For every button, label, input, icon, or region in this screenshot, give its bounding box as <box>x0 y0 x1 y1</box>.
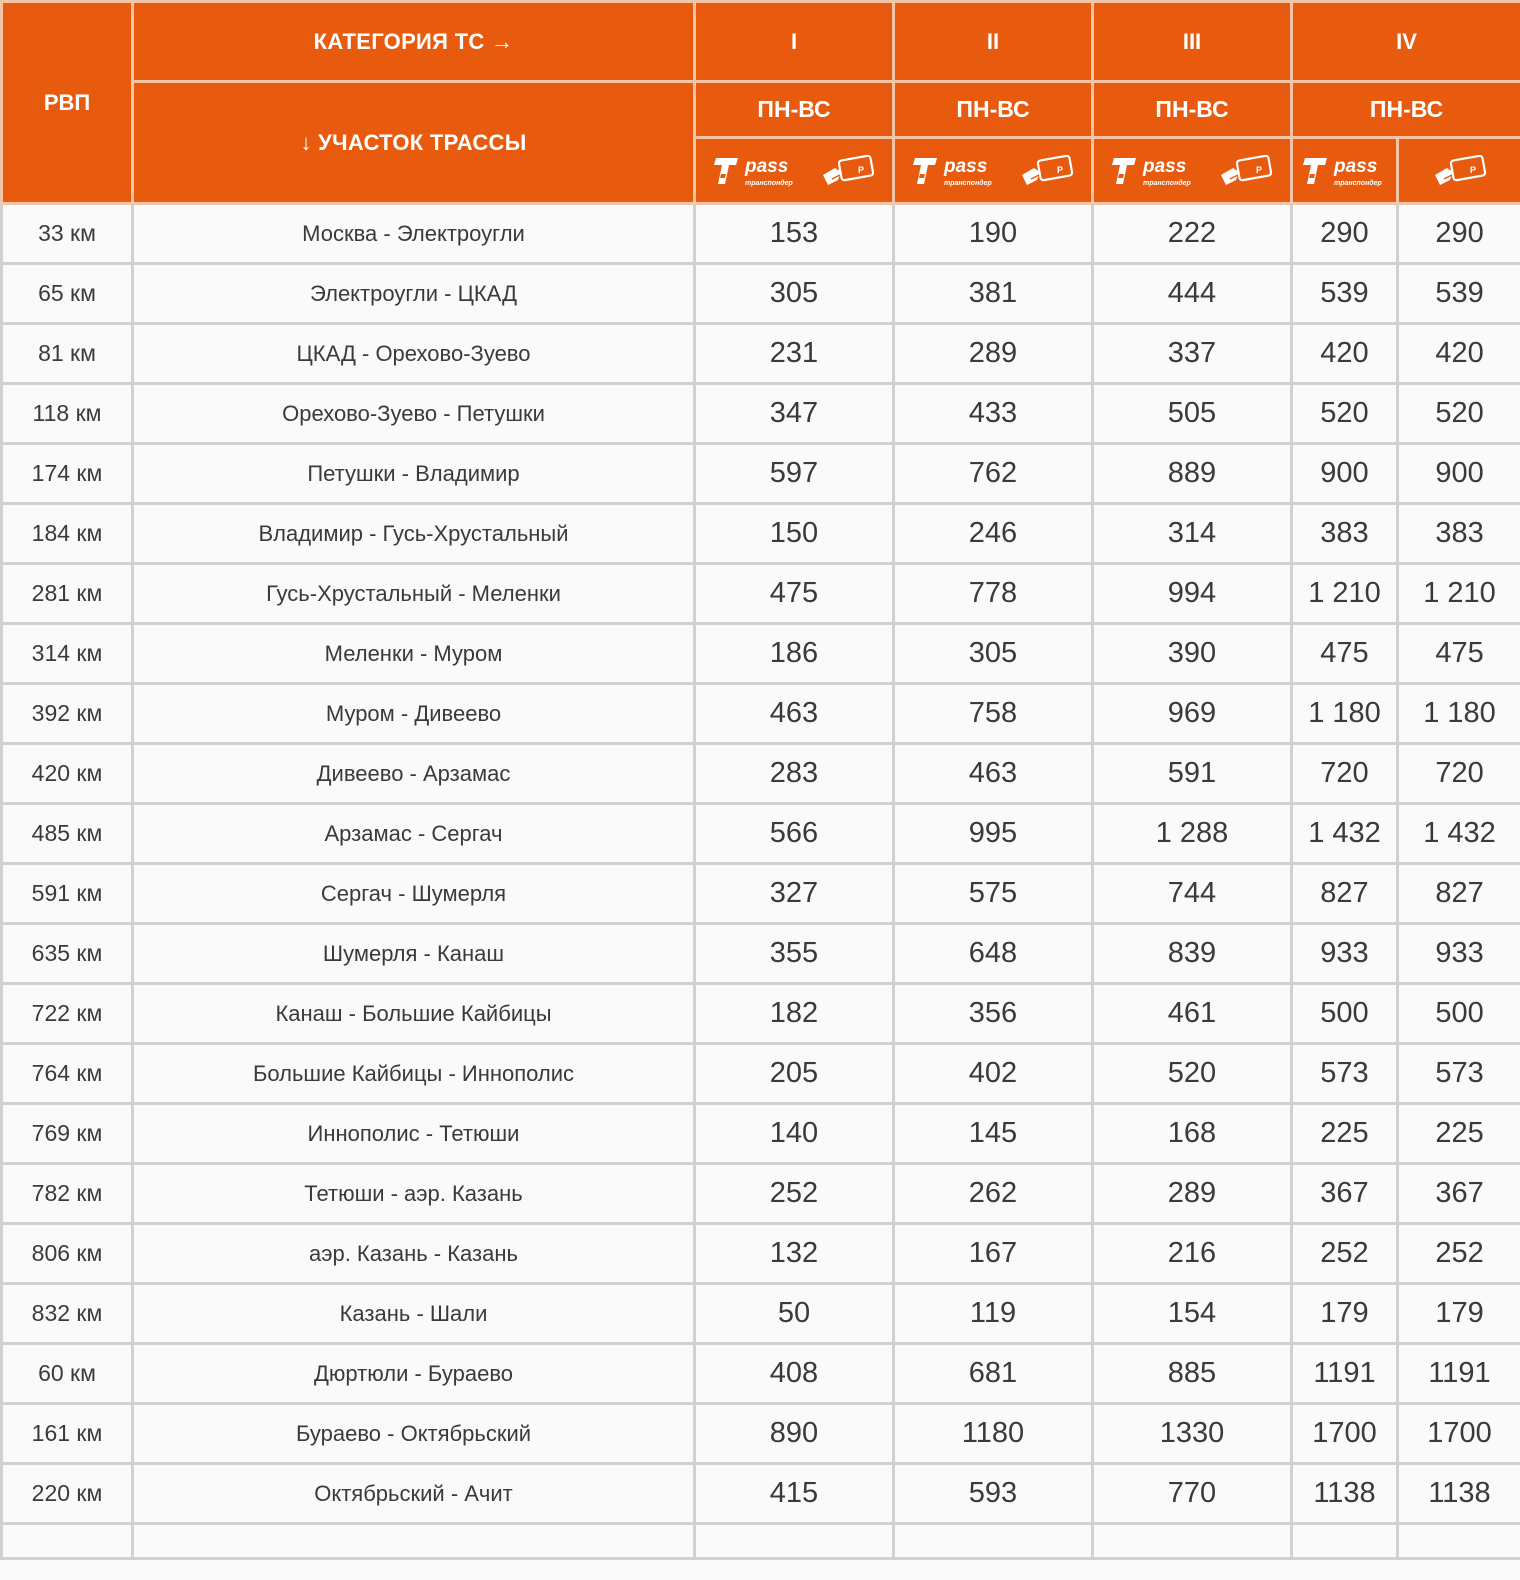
price-cat-ii: 778 <box>894 564 1093 624</box>
table-row <box>2 1404 1520 1464</box>
t-pass-transponder-icon <box>1301 152 1389 190</box>
road-section-cell: Дюртюли - Бураево <box>133 1344 695 1404</box>
road-section-cell: Тетюши - аэр. Казань <box>133 1164 695 1224</box>
road-section-cell: Арзамас - Сергач <box>133 804 695 864</box>
road-section-cell: Меленки - Муром <box>133 624 695 684</box>
price-cat-i: 566 <box>695 804 894 864</box>
rvp-km-cell: 769 км <box>2 1104 133 1164</box>
price-cat-iii: 168 <box>1093 1104 1292 1164</box>
price-cat-iv-tpass: 573 <box>1292 1044 1398 1104</box>
price-cat-iii: 744 <box>1093 864 1292 924</box>
rvp-km-cell: 220 км <box>2 1464 133 1524</box>
price-cat-i: 186 <box>695 624 894 684</box>
price-cat-iv-tpass: 1 180 <box>1292 684 1398 744</box>
price-cat-ii: 762 <box>894 444 1093 504</box>
table-row <box>2 864 1520 924</box>
price-cat-i: 182 <box>695 984 894 1044</box>
price-cat-i: 355 <box>695 924 894 984</box>
price-cat-iv-card: 367 <box>1398 1164 1520 1224</box>
table-row <box>2 1164 1520 1224</box>
road-section-cell: Петушки - Владимир <box>133 444 695 504</box>
table-row <box>2 1284 1520 1344</box>
table-row <box>2 324 1520 384</box>
svg-text:P: P <box>1256 164 1263 175</box>
road-section-cell: Сергач - Шумерля <box>133 864 695 924</box>
price-cat-iv-tpass: 539 <box>1292 264 1398 324</box>
svg-text:P: P <box>1057 164 1064 175</box>
price-cat-iv-card: 1191 <box>1398 1344 1520 1404</box>
spacer-cell <box>1398 1524 1520 1559</box>
price-cat-i: 408 <box>695 1344 894 1404</box>
rvp-km-cell: 722 км <box>2 984 133 1044</box>
price-cat-iv-tpass: 1700 <box>1292 1404 1398 1464</box>
price-cat-ii: 289 <box>894 324 1093 384</box>
price-cat-iv-tpass: 500 <box>1292 984 1398 1044</box>
table-row <box>2 924 1520 984</box>
table-row <box>2 1344 1520 1404</box>
spacer-cell <box>1292 1524 1398 1559</box>
price-cat-iii: 520 <box>1093 1044 1292 1104</box>
rvp-km-cell: 174 км <box>2 444 133 504</box>
price-cat-iv-card: 520 <box>1398 384 1520 444</box>
price-cat-iv-tpass: 900 <box>1292 444 1398 504</box>
price-cat-iv-tpass: 1191 <box>1292 1344 1398 1404</box>
table-bottom-spacer <box>2 1524 1520 1559</box>
price-cat-iv-tpass: 1138 <box>1292 1464 1398 1524</box>
price-cat-ii: 995 <box>894 804 1093 864</box>
rvp-km-cell: 832 км <box>2 1284 133 1344</box>
price-cat-iii: 154 <box>1093 1284 1292 1344</box>
price-cat-iv-card: 573 <box>1398 1044 1520 1104</box>
price-cat-iv-card: 933 <box>1398 924 1520 984</box>
price-cat-iv-tpass: 225 <box>1292 1104 1398 1164</box>
payment-icon-iv-card <box>1398 138 1520 204</box>
price-cat-ii: 262 <box>894 1164 1093 1224</box>
price-cat-iii: 1330 <box>1093 1404 1292 1464</box>
road-section-cell: аэр. Казань - Казань <box>133 1224 695 1284</box>
price-cat-i: 890 <box>695 1404 894 1464</box>
spacer-cell <box>2 1524 133 1559</box>
price-cat-iv-card: 720 <box>1398 744 1520 804</box>
price-cat-iv-card: 383 <box>1398 504 1520 564</box>
spacer-cell <box>1093 1524 1292 1559</box>
table-header <box>2 2 1520 204</box>
road-section-cell: Октябрьский - Ачит <box>133 1464 695 1524</box>
price-cat-iv-card: 1 210 <box>1398 564 1520 624</box>
price-cat-i: 475 <box>695 564 894 624</box>
tpass-word: pass <box>1143 155 1187 177</box>
price-cat-iv-card: 179 <box>1398 1284 1520 1344</box>
price-cat-iv-tpass: 420 <box>1292 324 1398 384</box>
table-row <box>2 1044 1520 1104</box>
price-cat-iii: 314 <box>1093 504 1292 564</box>
price-cat-ii: 167 <box>894 1224 1093 1284</box>
price-cat-iii: 1 288 <box>1093 804 1292 864</box>
price-cat-ii: 246 <box>894 504 1093 564</box>
price-cat-iii: 839 <box>1093 924 1292 984</box>
tpass-subtitle: транспондер <box>1143 179 1191 187</box>
spacer-cell <box>894 1524 1093 1559</box>
price-cat-i: 252 <box>695 1164 894 1224</box>
road-section-cell: Канаш - Большие Кайбицы <box>133 984 695 1044</box>
price-cat-iv-tpass: 827 <box>1292 864 1398 924</box>
tpass-word: pass <box>1333 155 1377 177</box>
table-row <box>2 504 1520 564</box>
road-section-cell: Казань - Шали <box>133 1284 695 1344</box>
rvp-km-cell: 420 км <box>2 744 133 804</box>
tpass-subtitle: транспондер <box>745 179 793 187</box>
category-ii-header: II <box>894 2 1093 82</box>
price-cat-iv-card: 420 <box>1398 324 1520 384</box>
price-cat-iv-card: 1 432 <box>1398 804 1520 864</box>
tpass-subtitle: транспондер <box>944 179 992 187</box>
price-cat-iv-card: 252 <box>1398 1224 1520 1284</box>
price-cat-iv-card: 900 <box>1398 444 1520 504</box>
price-cat-i: 347 <box>695 384 894 444</box>
price-cat-iv-card: 500 <box>1398 984 1520 1044</box>
road-section-cell: Орехово-Зуево - Петушки <box>133 384 695 444</box>
price-cat-iv-tpass: 520 <box>1292 384 1398 444</box>
days-header-iv: ПН-ВС <box>1292 82 1520 138</box>
price-cat-iv-card: 1 180 <box>1398 684 1520 744</box>
rvp-column-header: РВП <box>2 2 133 204</box>
rvp-km-cell: 635 км <box>2 924 133 984</box>
price-cat-iv-card: 225 <box>1398 1104 1520 1164</box>
road-section-cell: Гусь-Хрустальный - Меленки <box>133 564 695 624</box>
rvp-km-cell: 33 км <box>2 204 133 264</box>
bank-card-payment-icon <box>1432 155 1488 187</box>
price-cat-ii: 1180 <box>894 1404 1093 1464</box>
table-row <box>2 1464 1520 1524</box>
svg-text:P: P <box>1469 164 1476 175</box>
rvp-km-cell: 65 км <box>2 264 133 324</box>
table-row <box>2 744 1520 804</box>
price-cat-iv-tpass: 720 <box>1292 744 1398 804</box>
road-section-cell: Муром - Дивеево <box>133 684 695 744</box>
spacer-cell <box>133 1524 695 1559</box>
price-cat-ii: 145 <box>894 1104 1093 1164</box>
price-cat-iii: 969 <box>1093 684 1292 744</box>
price-cat-i: 150 <box>695 504 894 564</box>
price-cat-ii: 381 <box>894 264 1093 324</box>
table-row <box>2 1224 1520 1284</box>
road-section-cell: Шумерля - Канаш <box>133 924 695 984</box>
price-cat-iv-tpass: 179 <box>1292 1284 1398 1344</box>
table-row <box>2 204 1520 264</box>
rvp-km-cell: 60 км <box>2 1344 133 1404</box>
payment-icons-ii <box>894 138 1093 204</box>
price-cat-iv-tpass: 290 <box>1292 204 1398 264</box>
price-cat-iii: 222 <box>1093 204 1292 264</box>
price-cat-iv-tpass: 933 <box>1292 924 1398 984</box>
days-header-i: ПН-ВС <box>695 82 894 138</box>
price-cat-i: 415 <box>695 1464 894 1524</box>
price-cat-i: 283 <box>695 744 894 804</box>
price-cat-iv-card: 1700 <box>1398 1404 1520 1464</box>
price-cat-iv-card: 290 <box>1398 204 1520 264</box>
days-header-iii: ПН-ВС <box>1093 82 1292 138</box>
rvp-km-cell: 485 км <box>2 804 133 864</box>
rvp-km-cell: 782 км <box>2 1164 133 1224</box>
price-cat-iii: 390 <box>1093 624 1292 684</box>
price-cat-i: 231 <box>695 324 894 384</box>
price-cat-ii: 305 <box>894 624 1093 684</box>
price-cat-i: 305 <box>695 264 894 324</box>
price-cat-ii: 593 <box>894 1464 1093 1524</box>
price-cat-iii: 289 <box>1093 1164 1292 1224</box>
price-cat-i: 153 <box>695 204 894 264</box>
road-section-cell: Владимир - Гусь-Хрустальный <box>133 504 695 564</box>
rvp-km-cell: 764 км <box>2 1044 133 1104</box>
t-pass-transponder-icon <box>911 152 999 190</box>
table-row <box>2 684 1520 744</box>
price-cat-i: 327 <box>695 864 894 924</box>
rvp-km-cell: 281 км <box>2 564 133 624</box>
table-row <box>2 624 1520 684</box>
price-cat-iii: 994 <box>1093 564 1292 624</box>
bank-card-payment-icon <box>1019 155 1075 187</box>
rvp-km-cell: 184 км <box>2 504 133 564</box>
tpass-subtitle: транспондер <box>1333 179 1382 187</box>
price-cat-ii: 648 <box>894 924 1093 984</box>
tariff-rows <box>2 204 1520 1559</box>
price-cat-ii: 758 <box>894 684 1093 744</box>
price-cat-ii: 681 <box>894 1344 1093 1404</box>
payment-icons-iii <box>1093 138 1292 204</box>
rvp-km-cell: 806 км <box>2 1224 133 1284</box>
payment-icon-iv-tpass <box>1292 138 1398 204</box>
price-cat-ii: 402 <box>894 1044 1093 1104</box>
price-cat-ii: 190 <box>894 204 1093 264</box>
price-cat-ii: 119 <box>894 1284 1093 1344</box>
price-cat-iii: 444 <box>1093 264 1292 324</box>
price-cat-iii: 216 <box>1093 1224 1292 1284</box>
rvp-km-cell: 81 км <box>2 324 133 384</box>
t-pass-transponder-icon <box>1110 152 1198 190</box>
category-iii-header: III <box>1093 2 1292 82</box>
table-row <box>2 564 1520 624</box>
price-cat-i: 597 <box>695 444 894 504</box>
table-row <box>2 444 1520 504</box>
spacer-cell <box>695 1524 894 1559</box>
price-cat-iii: 770 <box>1093 1464 1292 1524</box>
price-cat-i: 132 <box>695 1224 894 1284</box>
price-cat-iii: 889 <box>1093 444 1292 504</box>
price-cat-i: 50 <box>695 1284 894 1344</box>
price-cat-iv-tpass: 252 <box>1292 1224 1398 1284</box>
price-cat-iv-card: 827 <box>1398 864 1520 924</box>
price-cat-iv-tpass: 1 432 <box>1292 804 1398 864</box>
rvp-km-cell: 314 км <box>2 624 133 684</box>
category-i-header: I <box>695 2 894 82</box>
price-cat-iii: 461 <box>1093 984 1292 1044</box>
tpass-word: pass <box>944 155 988 177</box>
price-cat-iv-card: 539 <box>1398 264 1520 324</box>
payment-icons-i <box>695 138 894 204</box>
price-cat-iii: 591 <box>1093 744 1292 804</box>
rvp-km-cell: 591 км <box>2 864 133 924</box>
price-cat-iv-card: 475 <box>1398 624 1520 684</box>
price-cat-iv-card: 1138 <box>1398 1464 1520 1524</box>
price-cat-ii: 463 <box>894 744 1093 804</box>
category-iv-header: IV <box>1292 2 1520 82</box>
rvp-km-cell: 161 км <box>2 1404 133 1464</box>
svg-text:P: P <box>858 164 865 175</box>
road-section-cell: Иннополис - Тетюши <box>133 1104 695 1164</box>
price-cat-i: 140 <box>695 1104 894 1164</box>
price-cat-ii: 575 <box>894 864 1093 924</box>
road-section-cell: Дивеево - Арзамас <box>133 744 695 804</box>
price-cat-iii: 885 <box>1093 1344 1292 1404</box>
bank-card-payment-icon <box>820 155 876 187</box>
tpass-word: pass <box>745 155 789 177</box>
table-row <box>2 984 1520 1044</box>
road-section-cell: ЦКАД - Орехово-Зуево <box>133 324 695 384</box>
price-cat-i: 205 <box>695 1044 894 1104</box>
price-cat-iv-tpass: 475 <box>1292 624 1398 684</box>
t-pass-transponder-icon <box>712 152 800 190</box>
bank-card-payment-icon <box>1218 155 1274 187</box>
price-cat-ii: 433 <box>894 384 1093 444</box>
price-cat-i: 463 <box>695 684 894 744</box>
road-section-cell: Электроугли - ЦКАД <box>133 264 695 324</box>
road-section-cell: Бураево - Октябрьский <box>133 1404 695 1464</box>
table-row <box>2 384 1520 444</box>
road-section-cell: Большие Кайбицы - Иннополис <box>133 1044 695 1104</box>
rvp-km-cell: 118 км <box>2 384 133 444</box>
road-section-cell: Москва - Электроугли <box>133 204 695 264</box>
vehicle-category-header: КАТЕГОРИЯ ТС → <box>133 2 695 82</box>
price-cat-iii: 505 <box>1093 384 1292 444</box>
price-cat-iv-tpass: 383 <box>1292 504 1398 564</box>
table-row <box>2 1104 1520 1164</box>
road-section-header: ↓ УЧАСТОК ТРАССЫ <box>133 82 695 204</box>
days-header-ii: ПН-ВС <box>894 82 1093 138</box>
price-cat-iv-tpass: 367 <box>1292 1164 1398 1224</box>
price-cat-iii: 337 <box>1093 324 1292 384</box>
table-row <box>2 264 1520 324</box>
rvp-km-cell: 392 км <box>2 684 133 744</box>
price-cat-ii: 356 <box>894 984 1093 1044</box>
table-row <box>2 804 1520 864</box>
price-cat-iv-tpass: 1 210 <box>1292 564 1398 624</box>
